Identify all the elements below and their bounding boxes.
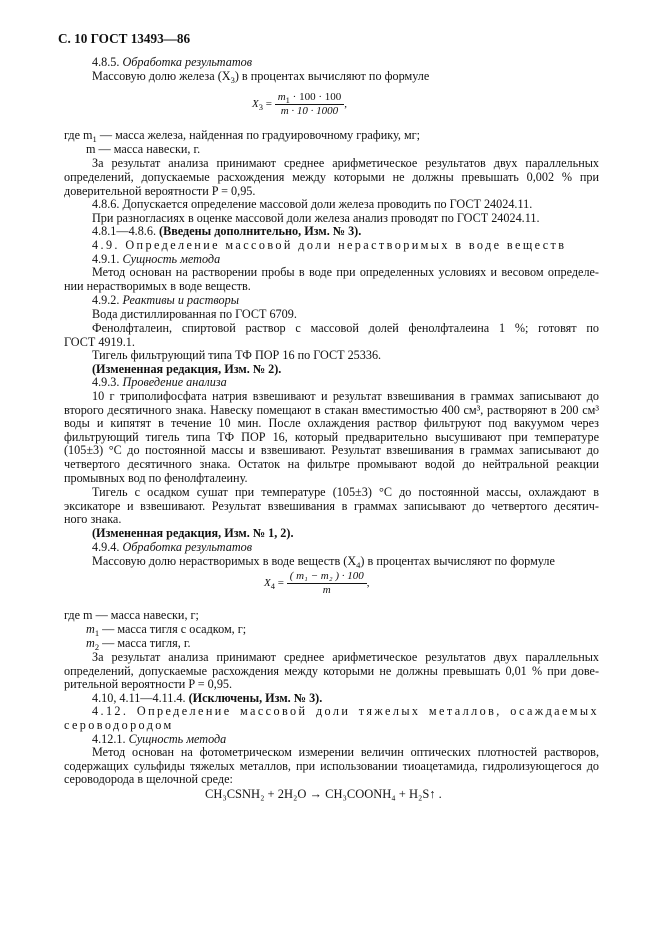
text: Метод основан на растворении пробы в воде при определенных условиях и весовом определе-: [92, 265, 599, 279]
text: Тигель с осадком сушат при температуре (105±3) °С до постоянной массы, охлаждают в: [92, 485, 599, 499]
text: Массовую долю железа (X: [92, 69, 231, 83]
text: 4.12. Определение массовой доли тяжелых металлов, осаждаемых: [92, 704, 599, 718]
amendment-2: (Измененная редакция, Изм. № 2).: [92, 362, 282, 376]
text: m: [86, 622, 95, 636]
text: 4.8.1—4.8.6.: [92, 224, 160, 238]
text: — масса тигля, г.: [99, 636, 191, 650]
text: 4.9.4.: [92, 540, 120, 554]
formula-fraction: [287, 570, 367, 597]
paragraph-disagreement: При разногласиях в оценке массовой доли железа анализ проводят по ГОСТ 24024.11.: [92, 211, 540, 225]
section-title: Обработка результатов: [122, 55, 253, 69]
where-m-sample: где m — масса навески, г;: [64, 608, 199, 622]
text: Реактивы и растворы: [122, 293, 239, 307]
text: Сущность метода: [122, 252, 221, 266]
where-m1-crucible: [86, 623, 593, 637]
section-4-8-5-heading: [92, 56, 599, 70]
text: где m: [64, 128, 93, 142]
text: четвертого десятичного знака. Остаток на фильтре промывают водой до нейтральной реакции: [64, 456, 599, 471]
subscript: 2: [94, 642, 100, 652]
formula-intro-iron: [92, 70, 599, 84]
reagent-crucible: Тигель фильтрующий типа ТФ ПОР 16 по ГОСТ 25336.: [92, 348, 382, 362]
text: 10 г триполифосфата натрия взвешивают и результат взвешивания в граммах записывают до: [92, 389, 599, 403]
text: ) в процентах вычисляют по формуле: [360, 554, 555, 568]
text: доверительной вероятности P = 0,95.: [64, 183, 256, 198]
subscript: 3: [258, 102, 263, 113]
text: 4.9.3.: [92, 375, 120, 389]
text: Сущность метода: [128, 732, 227, 746]
fraction-numerator: [275, 91, 345, 105]
formula-insoluble: $X_4$ = $\frac{\text{( m₁ − m₂ ) · 100}}{m}$ ,: [264, 570, 370, 596]
text: (Исключены, Изм. № 3).: [188, 691, 323, 705]
section-4-9-3-heading: [92, 376, 599, 390]
text: ного знака.: [64, 512, 122, 527]
text: определений, допускаемые расхождения между которыми не должны превышать 0,002 % при: [64, 170, 599, 184]
fraction-denominator: m · 10 · 1000: [280, 105, 339, 117]
fraction-numerator: ( m₁ − m₂ ) · 100: [287, 570, 367, 584]
text: ) в процентах вычисляют по формуле: [234, 69, 430, 83]
section-4-9-4-heading: [92, 541, 599, 555]
text: 4.9.1.: [92, 252, 120, 266]
paragraph-4-8-6: 4.8.6. Допускается определение массовой доли железа проводить по ГОСТ 24024.11.: [92, 197, 533, 211]
text: Проведение анализа: [122, 375, 227, 389]
text: содержащих сульфиды тяжелых металлов, при использовании тиоацетамида, гидролизующегося до: [64, 758, 599, 773]
paragraph-amendment-3: [92, 225, 599, 239]
fraction-denominator: m: [322, 584, 331, 596]
paragraph-method-4-12: [64, 746, 599, 787]
where-m1: [64, 129, 571, 143]
text: m: [86, 636, 95, 650]
paragraph-result-insoluble: [64, 651, 599, 692]
paragraph-procedure: [64, 390, 599, 485]
text: определений, допускаемые расхождения между которыми не должны превышать 0,01 % при дове-: [64, 663, 599, 678]
text: — масса железа, найденная по градуировочному графику, мг;: [96, 128, 421, 142]
subscript: 1: [94, 628, 100, 638]
formula-variable: X: [252, 98, 259, 111]
text: (105±3) °С до постоянной массы и взвешивают. Результат взвешивания в граммах записывают до: [64, 443, 599, 458]
text: За результат анализа принимают среднее арифметическое результатов двух параллельных: [92, 650, 599, 664]
where-m: m — масса навески, г.: [86, 142, 201, 156]
formula-variable: X: [264, 577, 271, 590]
section-4-9-2-heading: [92, 294, 599, 308]
text: За результат анализа принимают среднее арифметическое результатов двух параллельных: [92, 156, 599, 170]
section-4-9-heading: 4.9. Определение массовой доли нерастворимых в воде веществ: [92, 238, 567, 252]
text: второго десятичного знака. Навеску помещают в стакан вместимостью 400 см³, растворяют в 200 см³: [64, 402, 599, 417]
paragraph-result-iron-cont: [64, 171, 599, 198]
section-number: 4.8.5.: [92, 55, 120, 69]
text: 4.9.2.: [92, 293, 120, 307]
formula-fraction: [275, 91, 345, 118]
text: ,: [344, 98, 347, 111]
paragraph-result-iron: [92, 157, 599, 171]
text: сероводорода в щелочной среде:: [64, 772, 233, 787]
subscript: 4: [270, 581, 275, 592]
text: сероводородом: [64, 717, 174, 732]
subscript: 1: [285, 95, 290, 105]
text: m: [277, 91, 286, 103]
subscript: 3: [230, 75, 235, 85]
chemical-equation: CH₃CSNH₂ + 2H₂O → CH₃COONH₄ + H₂S↑ .: [205, 787, 442, 801]
where-m2-crucible: [86, 637, 593, 651]
text: фильтрующий тигель типа ТФ ПОР 16, который предварительно высушивают при температуре: [64, 429, 599, 444]
text: (Введены дополнительно, Изм. № 3).: [159, 224, 362, 238]
paragraph-drying: [64, 486, 599, 527]
text: промывных вод по фенолфталеину.: [64, 470, 248, 485]
text: 4.10, 4.11—4.11.4.: [92, 691, 189, 705]
section-4-12-heading: [64, 705, 599, 732]
text: нии нерастворимых в воде веществ.: [64, 278, 251, 293]
amendment-1-2: (Измененная редакция, Изм. № 1, 2).: [92, 526, 294, 540]
text: ,: [366, 577, 370, 590]
page-header: С. 10 ГОСТ 13493—86: [58, 31, 191, 46]
formula-iron: $X_3$ = $\frac{m_1 \cdot 100 \cdot 100}{m \cdot 10 \cdot 1000}$ ,: [252, 91, 347, 117]
subscript: 1: [92, 134, 97, 144]
subscript: 4: [356, 560, 361, 570]
text: Обработка результатов: [122, 540, 253, 554]
text: Метод основан на фотометрическом измерении величин оптических плотностей растворов,: [92, 745, 599, 759]
formula-intro-insoluble: [92, 555, 599, 569]
reagent-water: Вода дистиллированная по ГОСТ 6709.: [92, 307, 297, 321]
text: — масса тигля с осадком, г;: [99, 622, 247, 636]
text: Фенолфталеин, спиртовой раствор с массовой долей фенолфталеина 1 %; готовят по: [92, 321, 599, 335]
text: Массовую долю нерастворимых в воде веществ (X: [92, 554, 357, 568]
text: 4.12.1.: [92, 732, 126, 746]
text: · 100 · 100: [289, 91, 342, 103]
text: эксикаторе и взвешивают. Результат взвешивания в граммах записывают до четвертого десятич-: [64, 498, 599, 513]
text: рительной вероятности P = 0,95.: [64, 677, 233, 692]
text: ГОСТ 4919.1.: [64, 334, 135, 349]
reagent-phenolphthalein: [64, 322, 599, 349]
text: воды и кипятят в течение 10 мин. После охлаждения раствор фильтруют под вакуумом через: [64, 416, 599, 431]
paragraph-method-4-9: [64, 266, 599, 293]
